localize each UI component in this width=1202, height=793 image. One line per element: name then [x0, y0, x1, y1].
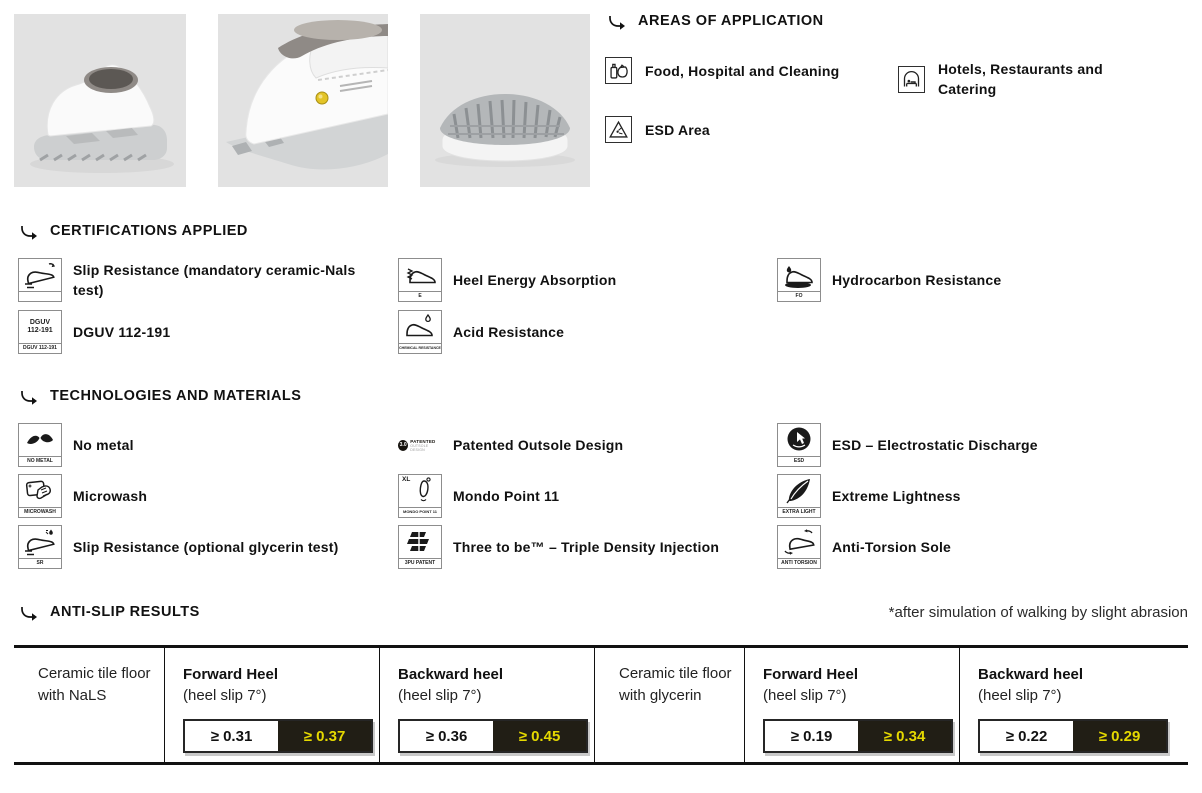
- areas-section-header: [608, 13, 824, 31]
- result-subheading: (heel slip 7°): [183, 687, 267, 704]
- anti-torsion-icon: ANTI TORSION: [777, 525, 821, 569]
- technologies-section-header: [20, 388, 301, 406]
- result-cell-backward-glycerin: [959, 648, 1188, 762]
- tech-item-label: Anti-Torsion Sole: [832, 539, 952, 555]
- tech-item-label: ESD – Electrostatic Discharge: [832, 437, 1038, 453]
- cert-item-label: DGUV 112-191: [73, 324, 171, 340]
- dguv-112-191-icon: DGUV 112-191 DGUV 112-191: [18, 310, 62, 354]
- tech-item-label: Mondo Point 11: [453, 488, 560, 504]
- result-value-badge: [183, 719, 373, 753]
- result-value-white: ≥ 0.31: [185, 721, 278, 751]
- result-heading: Backward heel: [398, 666, 504, 683]
- product-image-front-closeup: [218, 14, 388, 187]
- cleaning-products-icon: [605, 57, 632, 84]
- tech-item-three-to-be: [398, 525, 758, 569]
- tech-item-label: Slip Resistance (optional glycerin test): [73, 539, 339, 555]
- curved-arrow-icon: [20, 224, 39, 241]
- heel-energy-absorption-icon: E: [398, 258, 442, 302]
- certifications-section-header: [20, 223, 248, 241]
- result-value-black: ≥ 0.34: [858, 721, 951, 751]
- shoe-outsole-illustration: [420, 14, 590, 187]
- cert-item-label: Heel Energy Absorption: [453, 272, 617, 288]
- tech-item-esd: [777, 423, 1137, 467]
- triple-density-icon: 3PU PATENT: [398, 525, 442, 569]
- bed-hotel-icon: [898, 66, 925, 93]
- slip-resistance-sr-icon: SR: [18, 525, 62, 569]
- product-image-back-view: [14, 14, 186, 187]
- shoe-back-view-illustration: [14, 14, 186, 187]
- result-heading: Forward Heel: [183, 666, 279, 683]
- tech-item-label: Patented Outsole Design: [453, 437, 624, 453]
- abrasion-note: *after simulation of walking by slight abrasion: [888, 604, 1188, 621]
- anti-slip-results-table: [14, 645, 1188, 765]
- tech-item-no-metal: [18, 423, 378, 467]
- esd-circle-icon: ESD: [777, 423, 821, 467]
- tech-item-mondo-point: [398, 474, 758, 518]
- cert-item-label: Hydrocarbon Resistance: [832, 272, 1002, 288]
- result-value-black: ≥ 0.45: [493, 721, 586, 751]
- acid-resistance-icon: CHEMICAL RESISTANCE: [398, 310, 442, 354]
- result-cell-forward-glycerin: [744, 648, 959, 762]
- result-value-badge: [398, 719, 588, 753]
- area-item-hotels: [898, 57, 1188, 101]
- curved-arrow-icon: [20, 389, 39, 406]
- result-value-badge: [763, 719, 953, 753]
- result-heading: Forward Heel: [763, 666, 859, 683]
- area-item-label: ESD Area: [645, 121, 710, 138]
- tech-item-anti-torsion: [777, 525, 1137, 569]
- result-subheading: (heel slip 7°): [763, 687, 847, 704]
- result-value-black: ≥ 0.37: [278, 721, 371, 751]
- esd-warning-triangle-icon: [605, 116, 632, 143]
- tech-item-label: Extreme Lightness: [832, 488, 961, 504]
- cert-item-slip-resistance: [18, 258, 378, 302]
- certifications-title: CERTIFICATIONS APPLIED: [50, 223, 248, 239]
- anti-slip-title: ANTI-SLIP RESULTS: [50, 604, 200, 620]
- tech-item-microwash: [18, 474, 378, 518]
- cert-item-label: Slip Resistance (mandatory ceramic-Nals test): [73, 262, 356, 298]
- result-subheading: (heel slip 7°): [398, 687, 482, 704]
- area-item-esd: [605, 116, 895, 143]
- result-value-badge: [978, 719, 1168, 753]
- tech-item-label: Microwash: [73, 488, 148, 504]
- floor-type-cell: Ceramic tile floor with NaLS: [38, 665, 151, 704]
- no-metal-icon: NO METAL: [18, 423, 62, 467]
- slip-resistance-icon: [18, 258, 62, 302]
- cert-item-label: Acid Resistance: [453, 324, 565, 340]
- tech-item-label: Three to be™ – Triple Density Injection: [453, 539, 720, 555]
- result-cell-forward-nals: [164, 648, 379, 762]
- hydrocarbon-resistance-icon: FO: [777, 258, 821, 302]
- result-value-black: ≥ 0.29: [1073, 721, 1166, 751]
- cert-item-acid: [398, 310, 738, 354]
- shoe-front-closeup-illustration: [218, 14, 388, 187]
- microwash-icon: MICROWASH: [18, 474, 62, 518]
- area-item-label: Hotels, Restaurants and Catering: [938, 61, 1103, 97]
- result-subheading: (heel slip 7°): [978, 687, 1062, 704]
- result-value-white: ≥ 0.36: [400, 721, 493, 751]
- result-heading: Backward heel: [978, 666, 1084, 683]
- area-item-label: Food, Hospital and Cleaning: [645, 62, 840, 79]
- mondo-point-icon: XL MONDO POINT 11: [398, 474, 442, 518]
- cert-item-hydrocarbon: [777, 258, 1137, 302]
- curved-arrow-icon: [20, 605, 39, 622]
- anti-slip-section-header: [20, 604, 200, 622]
- technologies-title: TECHNOLOGIES AND MATERIALS: [50, 388, 302, 404]
- tech-item-label: No metal: [73, 437, 134, 453]
- feather-icon: EXTRA LIGHT: [777, 474, 821, 518]
- product-image-outsole: [420, 14, 590, 187]
- tech-item-slip-resistance-sr: [18, 525, 378, 569]
- result-value-white: ≥ 0.19: [765, 721, 858, 751]
- tech-item-patented-outsole: [398, 423, 758, 467]
- cert-item-dguv: [18, 310, 378, 354]
- area-item-food: [605, 57, 895, 84]
- areas-title: AREAS OF APPLICATION: [638, 13, 824, 29]
- tech-item-extreme-lightness: [777, 474, 1137, 518]
- result-value-white: ≥ 0.22: [980, 721, 1073, 751]
- curved-arrow-icon: [608, 14, 627, 31]
- floor-type-cell: Ceramic tile floor with glycerin: [594, 648, 744, 762]
- cert-item-heel-energy: [398, 258, 738, 302]
- patented-outsole-logo-icon: 3.0 PATENTED OUTSOLE DESIGN: [399, 438, 436, 452]
- result-cell-backward-nals: [379, 648, 594, 762]
